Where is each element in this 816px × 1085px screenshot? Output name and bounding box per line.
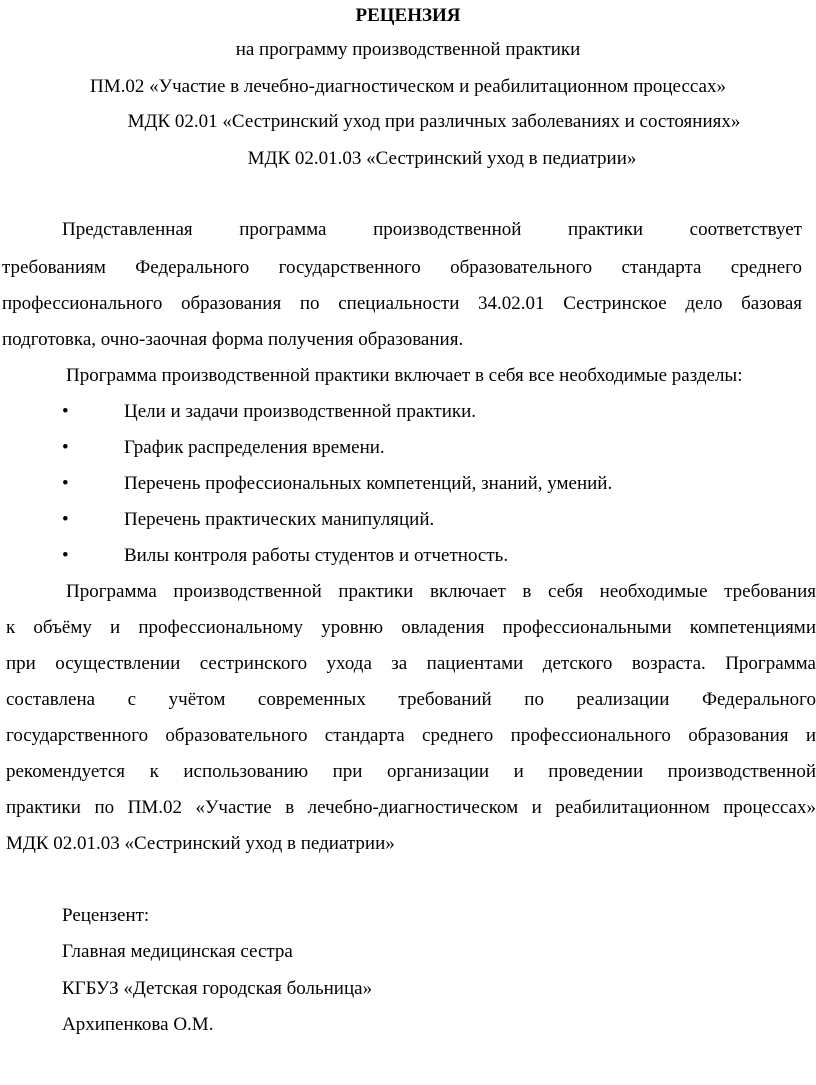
- para1-line: требованиям Федерального государственного образовательного стандарта среднего: [2, 257, 802, 278]
- subtitle-mdk-sub: МДК 02.01.03 «Сестринский уход в педиатрии»: [247, 148, 637, 169]
- subtitle-program: на программу производственной практики: [235, 39, 581, 60]
- subtitle-pm: ПМ.02 «Участие в лечебно-диагностическом и реабилитационном процессах»: [90, 76, 726, 97]
- bullet-icon: •: [62, 473, 69, 494]
- bullet-icon: •: [62, 545, 69, 566]
- para3-line: МДК 02.01.03 «Сестринский уход в педиатрии»: [6, 833, 395, 854]
- para3-line: практики по ПМ.02 «Участие в лечебно-диагностическом и реабилитационном процессах»: [6, 797, 816, 818]
- para3-line: составлена с учётом современных требований по реализации Федерального: [6, 689, 816, 710]
- bullet-icon: •: [62, 437, 69, 458]
- subtitle-mdk: МДК 02.01 «Сестринский уход при различных заболеваниях и состояниях»: [127, 111, 741, 132]
- para1-line: Представленная программа производственной практики соответствует: [62, 219, 802, 240]
- para3-line: государственного образовательного стандарта среднего профессионального образования и: [6, 725, 816, 746]
- para1-line: подготовка, очно-заочная форма получения образования.: [2, 329, 464, 350]
- bullet-icon: •: [62, 509, 69, 530]
- para1-line: профессионального образования по специальности 34.02.01 Сестринское дело базовая: [2, 293, 802, 314]
- reviewer-label: Рецензент:: [62, 905, 150, 926]
- list-item: Перечень практических манипуляций.: [124, 509, 435, 530]
- reviewer-name: Архипенкова О.М.: [62, 1014, 214, 1035]
- para3-line: при осуществлении сестринского ухода за пациентами детского возраста. Программа: [6, 653, 816, 674]
- list-item: График распределения времени.: [124, 437, 385, 458]
- list-item: Цели и задачи производственной практики.: [124, 401, 477, 422]
- list-item: Перечень профессиональных компетенций, знаний, умений.: [124, 473, 613, 494]
- document-title: РЕЦЕНЗИЯ: [355, 5, 461, 26]
- reviewer-position: Главная медицинская сестра: [62, 941, 293, 962]
- para3-line: Программа производственной практики включает в себя необходимые требования: [66, 581, 816, 602]
- para3-line: к объёму и профессиональному уровню овладения профессиональными компетенциями: [6, 617, 816, 638]
- sections-intro: Программа производственной практики включает в себя все необходимые разделы:: [66, 365, 743, 386]
- list-item: Вилы контроля работы студентов и отчетность.: [124, 545, 509, 566]
- bullet-icon: •: [62, 401, 69, 422]
- para3-line: рекомендуется к использованию при организации и проведении производственной: [6, 761, 816, 782]
- reviewer-organization: КГБУЗ «Детская городская больница»: [62, 978, 373, 999]
